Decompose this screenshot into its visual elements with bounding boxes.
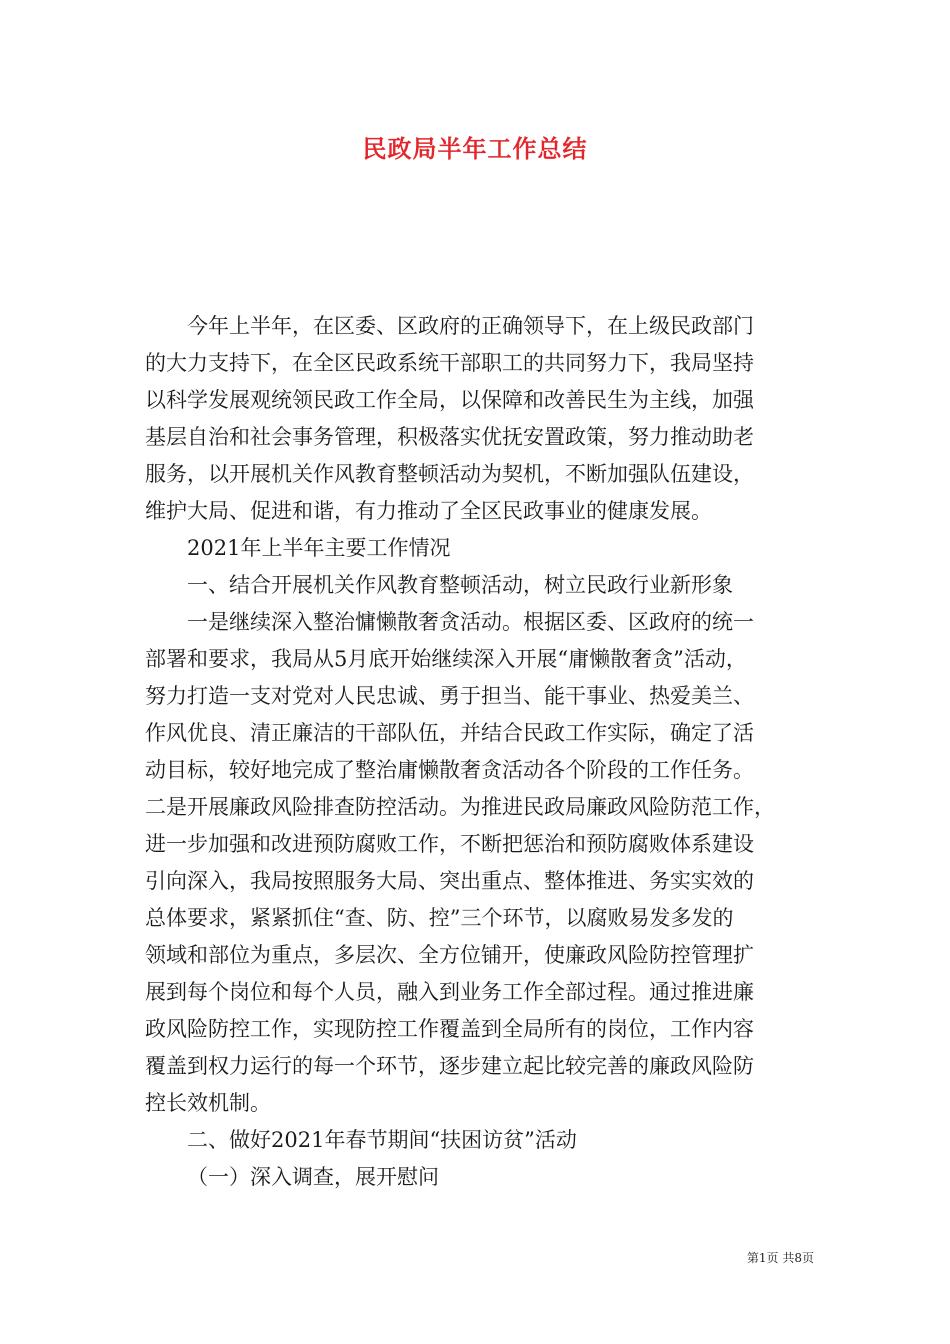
- text-line: 领域和部位为重点，多层次、全方位铺开，使廉政风险防控管理扩: [145, 943, 754, 967]
- section-heading: 二、做好2021年春节期间“扶困访贫”活动: [187, 1128, 577, 1152]
- text-line: 部署和要求，我局从5月底开始继续深入开展“庸懒散奢贪”活动，: [145, 647, 747, 671]
- text-line: 二是开展廉政风险排查防控活动。为推进民政局廉政风险防范工作，: [145, 795, 775, 819]
- text-line: 政风险防控工作，实现防控工作覆盖到全局所有的岗位，工作内容: [145, 1017, 754, 1041]
- document-title: 民政局半年工作总结: [362, 135, 588, 163]
- document-body: [145, 308, 813, 1196]
- text-line: 进一步加强和改进预防腐败工作，不断把惩治和预防腐败体系建设: [145, 832, 754, 856]
- text-line: 覆盖到权力运行的每一个环节，逐步建立起比较完善的廉政风险防: [145, 1054, 754, 1078]
- text-line: 作风优良、清正廉洁的干部队伍，并结合民政工作实际，确定了活: [145, 721, 754, 745]
- subsection-heading: （一）深入调查，展开慰问: [187, 1165, 439, 1189]
- text-line: 动目标，较好地完成了整治庸懒散奢贪活动各个阶段的工作任务。: [145, 758, 754, 782]
- text-line: 以科学发展观统领民政工作全局，以保障和改善民生为主线，加强: [145, 388, 754, 412]
- page-number: 第1页 共8页: [746, 1251, 814, 1265]
- text-line: 展到每个岗位和每个人员，融入到业务工作全部过程。通过推进廉: [145, 980, 754, 1004]
- section-heading: 一、结合开展机关作风教育整顿活动，树立民政行业新形象: [187, 573, 733, 597]
- text-line: 的大力支持下，在全区民政系统干部职工的共同努力下，我局坚持: [145, 351, 754, 375]
- text-line: 控长效机制。: [145, 1091, 271, 1115]
- text-line: 服务，以开展机关作风教育整顿活动为契机，不断加强队伍建设，: [145, 462, 754, 486]
- text-line: 总体要求，紧紧抓住“查、防、控”三个环节，以腐败易发多发的: [145, 906, 734, 930]
- text-line: 一是继续深入整治慵懒散奢贪活动。根据区委、区政府的统一: [187, 610, 754, 634]
- text-line: 努力打造一支对党对人民忠诚、勇于担当、能干事业、热爱美兰、: [145, 684, 754, 708]
- text-line: 维护大局、促进和谐，有力推动了全区民政事业的健康发展。: [145, 499, 712, 523]
- text-line: 引向深入，我局按照服务大局、突出重点、整体推进、务实实效的: [145, 869, 754, 893]
- text-line: 基层自治和社会事务管理，积极落实优抚安置政策，努力推动助老: [145, 425, 754, 449]
- section-heading: 2021年上半年主要工作情况: [187, 536, 451, 560]
- text-line: 今年上半年，在区委、区政府的正确领导下，在上级民政部门: [187, 314, 754, 338]
